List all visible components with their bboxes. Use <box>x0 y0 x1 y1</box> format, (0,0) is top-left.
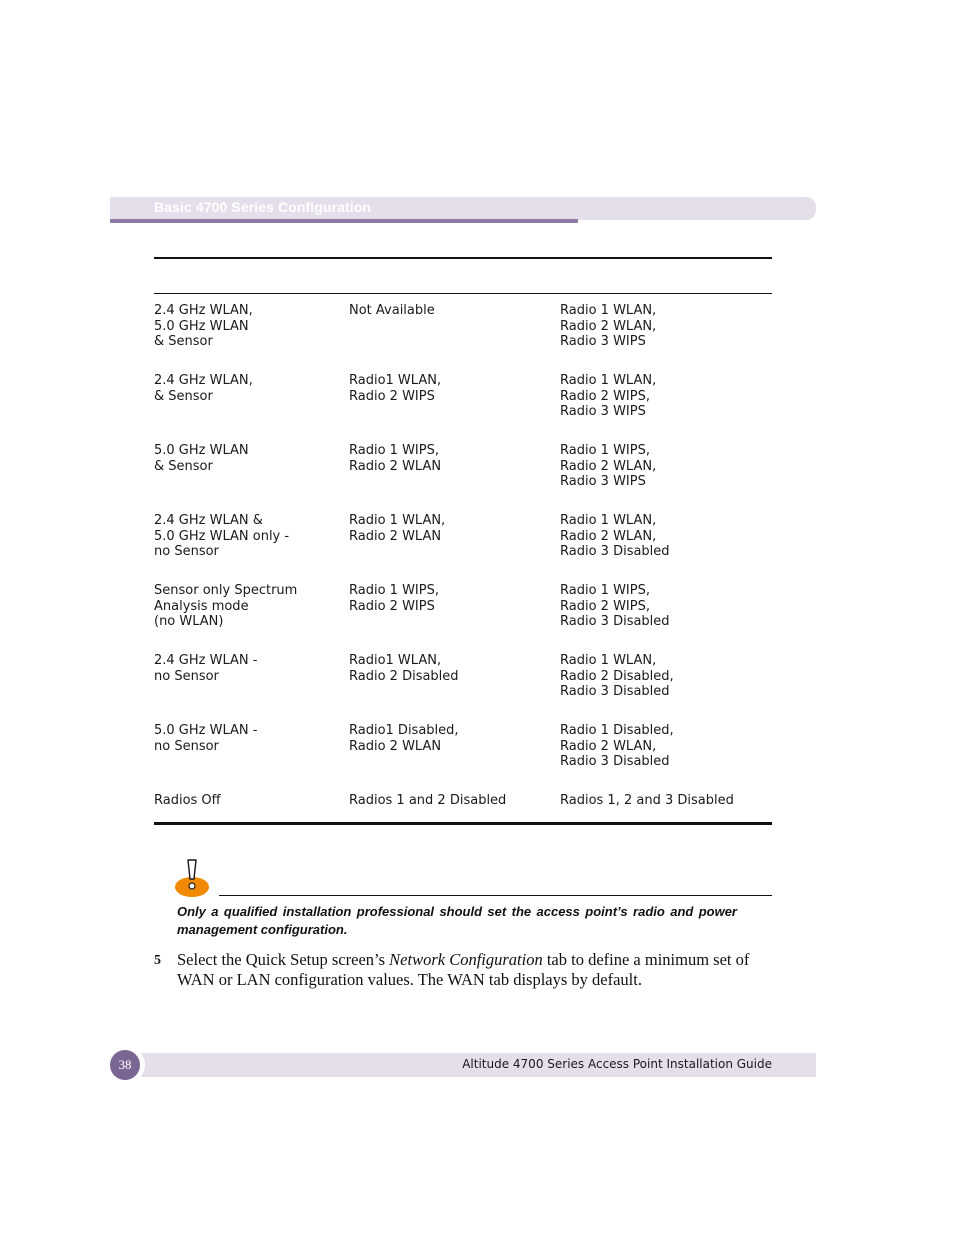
table-cell-dual-radio: Radio 1 WIPS, Radio 2 WIPS <box>349 583 439 614</box>
table-cell-dual-radio: Not Available <box>349 303 435 318</box>
table-row <box>154 723 772 793</box>
step-text-before: Select the Quick Setup screen’s <box>177 950 390 969</box>
table-row <box>154 513 772 583</box>
step-emphasis: Network Configuration <box>389 950 543 969</box>
step-text-after: tab to define a minimum set of WAN or LAN configuration values. The WAN tab displays by default. <box>177 950 750 989</box>
table-row <box>154 373 772 443</box>
table-cell-triple-radio: Radio 1 Disabled, Radio 2 WLAN, Radio 3 Disabled <box>560 723 674 770</box>
step-text <box>177 950 772 989</box>
table-cell-mode: 2.4 GHz WLAN - no Sensor <box>154 653 258 684</box>
table-cell-triple-radio: Radio 1 WLAN, Radio 2 WLAN, Radio 3 WIPS <box>560 303 657 350</box>
step-number: 5 <box>154 953 161 968</box>
caution-icon <box>173 857 211 899</box>
table-row <box>154 303 772 373</box>
table-cell-triple-radio: Radio 1 WLAN, Radio 2 WIPS, Radio 3 WIPS <box>560 373 657 420</box>
table-row <box>154 583 772 653</box>
table-cell-dual-radio: Radio1 WLAN, Radio 2 Disabled <box>349 653 459 684</box>
table-cell-triple-radio: Radio 1 WIPS, Radio 2 WIPS, Radio 3 Disabled <box>560 583 670 630</box>
table-cell-dual-radio: Radio 1 WLAN, Radio 2 WLAN <box>349 513 446 544</box>
table-cell-mode: 5.0 GHz WLAN & Sensor <box>154 443 249 474</box>
table-cell-mode: 2.4 GHz WLAN, & Sensor <box>154 373 253 404</box>
table-cell-dual-radio: Radios 1 and 2 Disabled <box>349 793 507 808</box>
table-cell-dual-radio: Radio 1 WIPS, Radio 2 WLAN <box>349 443 442 474</box>
table-cell-dual-radio: Radio1 Disabled, Radio 2 WLAN <box>349 723 459 754</box>
table-cell-mode: 2.4 GHz WLAN, 5.0 GHz WLAN & Sensor <box>154 303 253 350</box>
guide-title: Altitude 4700 Series Access Point Installation Guide <box>462 1057 772 1071</box>
header-rule <box>110 219 578 223</box>
table-header-rule <box>154 293 772 294</box>
table-row <box>154 443 772 513</box>
table-cell-triple-radio: Radio 1 WLAN, Radio 2 Disabled, Radio 3 Disabled <box>560 653 674 700</box>
table-top-rule <box>154 257 772 259</box>
table-cell-mode: Radios Off <box>154 793 221 808</box>
table-cell-mode: 2.4 GHz WLAN & 5.0 GHz WLAN only - no Sensor <box>154 513 290 560</box>
table-row <box>154 653 772 723</box>
table-cell-mode: Sensor only Spectrum Analysis mode (no WLAN) <box>154 583 298 630</box>
table-cell-mode: 5.0 GHz WLAN - no Sensor <box>154 723 258 754</box>
radio-config-table <box>154 303 772 823</box>
table-cell-dual-radio: Radio1 WLAN, Radio 2 WIPS <box>349 373 442 404</box>
table-cell-triple-radio: Radio 1 WLAN, Radio 2 WLAN, Radio 3 Disabled <box>560 513 670 560</box>
caution-text: Only a qualified installation professional should set the access point’s radio and power management configuration. <box>177 904 737 937</box>
table-cell-triple-radio: Radio 1 WIPS, Radio 2 WLAN, Radio 3 WIPS <box>560 443 657 490</box>
table-bottom-rule <box>154 822 772 825</box>
page-number-badge: 38 <box>110 1050 140 1080</box>
page-section-title: Basic 4700 Series Configuration <box>154 199 372 215</box>
table-cell-triple-radio: Radios 1, 2 and 3 Disabled <box>560 793 734 808</box>
caution-rule <box>219 895 772 896</box>
table-row <box>154 793 772 823</box>
